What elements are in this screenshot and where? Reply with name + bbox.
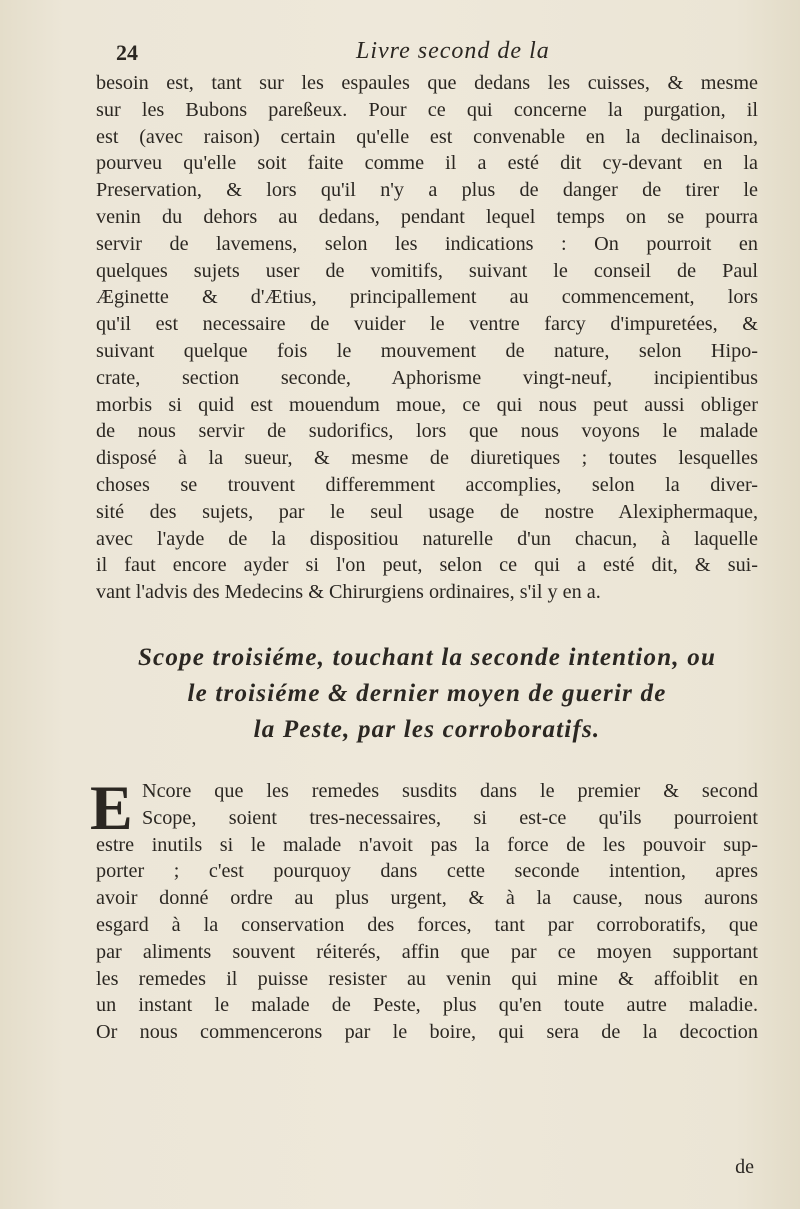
heading-line: le troisiéme & dernier moyen de guerir de — [187, 679, 667, 707]
text-line: quelques sujets user de vomitifs, suivant le conseil de Paul — [96, 259, 758, 282]
running-head — [96, 38, 758, 66]
text-line: sur les Bubons pareßeux. Pour ce qui concerne la purgation, il — [96, 98, 758, 121]
text-line: besoin est, tant sur les espaules que dedans les cuisses, & mesme — [96, 72, 758, 94]
text-line: Scope, soient tres-necessaires, si est-ce qu'ils pourroient — [142, 806, 758, 829]
catchword: de — [735, 1156, 754, 1178]
text-line: morbis si quid est mouendum moue, ce qui nous peut aussi obliger — [96, 393, 758, 416]
running-title: Livre second de la — [356, 38, 550, 64]
text-line: porter ; c'est pourquoy dans cette seconde intention, apres — [96, 860, 758, 883]
text-line: Ncore que les remedes susdits dans le premier & second — [142, 779, 758, 802]
heading-line: Scope troisiéme, touchant la seconde intention, ou — [137, 643, 717, 671]
text-line: il faut encore ayder si l'on peut, selon ce qui a esté dit, & sui- — [96, 554, 758, 577]
text-line: choses se trouvent differemment accomplies, selon la diver- — [96, 473, 758, 496]
section-paragraph — [90, 771, 758, 1046]
text-line: crate, section seconde, Aphorisme vingt-neuf, incipientibus — [96, 366, 758, 389]
page-number: 24 — [116, 40, 138, 65]
text-line: avoir donné ordre au plus urgent, & à la cause, nous aurons — [96, 887, 758, 910]
text-line: vant l'advis des Medecins & Chirurgiens ordinaires, s'il y en a. — [96, 581, 601, 604]
text-line: disposé à la sueur, & mesme de diuretiques ; toutes lesquelles — [96, 447, 758, 470]
drop-cap: E — [90, 771, 133, 843]
paragraph-continuation — [96, 70, 758, 606]
text-line: Preservation, & lors qu'il n'y a plus de danger de tirer le — [96, 179, 758, 202]
text-line: un instant le malade de Peste, plus qu'en toute autre maladie. — [96, 994, 758, 1017]
text-line: venin du dehors au dedans, pendant lequel temps on se pourra — [96, 205, 758, 228]
text-line: Æginette & d'Ætius, principallement au commencement, lors — [96, 286, 758, 309]
text-line: avec l'ayde de la dispositiou naturelle d'un chacun, à laquelle — [96, 527, 758, 550]
text-line: qu'il est necessaire de vuider le ventre farcy d'impuretées, & — [96, 313, 758, 336]
heading-line: la Peste, par les corroboratifs. — [253, 715, 601, 743]
text-line: sité des sujets, par le seul usage de nostre Alexiphermaque, — [96, 500, 758, 523]
text-line: les remedes il puisse resister au venin qui mine & affoiblit en — [96, 967, 758, 990]
chapter-heading — [96, 640, 758, 748]
text-line: par aliments souvent réiterés, affin que par ce moyen supportant — [96, 940, 758, 963]
text-line: de nous servir de sudorifics, lors que nous voyons le malade — [96, 420, 758, 443]
text-line: Or nous commencerons par le boire, qui sera de la decoction — [96, 1021, 758, 1044]
text-line: est (avec raison) certain qu'elle est convenable en la declinaison, — [96, 125, 758, 148]
text-line: estre inutils si le malade n'avoit pas la force de les pouvoir sup- — [96, 833, 758, 856]
text-line: pourveu qu'elle soit faite comme il a esté dit cy-devant en la — [96, 152, 758, 175]
text-line: esgard à la conservation des forces, tant par corroboratifs, que — [96, 913, 758, 936]
text-line: servir de lavemens, selon les indications : On pourroit en — [96, 232, 758, 255]
text-line: suivant quelque fois le mouvement de nature, selon Hipo- — [96, 339, 758, 362]
